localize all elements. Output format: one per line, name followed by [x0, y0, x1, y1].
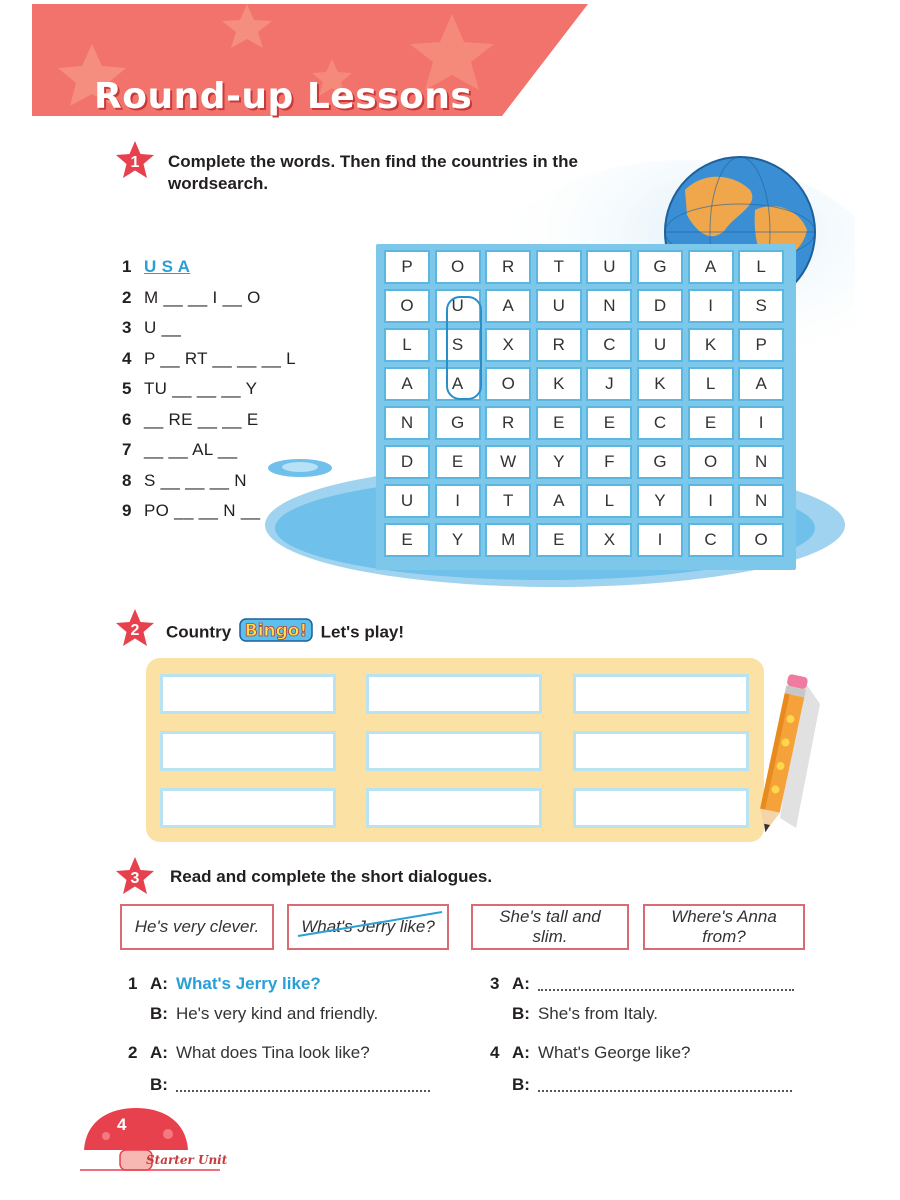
- exercise-number: 2: [130, 621, 140, 639]
- wordsearch-cell[interactable]: F: [586, 445, 632, 479]
- dialogue-4-a: [490, 1042, 691, 1064]
- wordsearch-cell[interactable]: I: [637, 523, 683, 557]
- item-answer: U S A: [144, 257, 191, 277]
- wordsearch-cell[interactable]: I: [738, 406, 784, 440]
- option-text: What's Jerry like?: [301, 917, 435, 936]
- option-text: from?: [702, 927, 746, 946]
- item-number: 5: [122, 379, 132, 399]
- instruction-line: wordsearch.: [168, 174, 269, 193]
- exercise-number: 3: [130, 869, 140, 887]
- wordsearch-cell[interactable]: O: [688, 445, 734, 479]
- wordsearch-cell[interactable]: O: [485, 367, 531, 401]
- wordsearch-cell[interactable]: U: [586, 250, 632, 284]
- list-item: [122, 283, 296, 314]
- item-word[interactable]: M __ __ I __ O: [144, 287, 261, 307]
- bingo-cell[interactable]: [160, 731, 336, 771]
- speaker-label: B:: [512, 1004, 530, 1023]
- wordsearch-cell[interactable]: O: [384, 289, 430, 323]
- wordsearch-cell[interactable]: C: [637, 406, 683, 440]
- speaker-label: A:: [512, 974, 530, 993]
- list-item: [122, 313, 296, 344]
- option-text: She's tall and: [499, 907, 601, 926]
- wordsearch-cell[interactable]: D: [637, 289, 683, 323]
- bingo-cell[interactable]: [573, 788, 749, 828]
- wordsearch-cell[interactable]: X: [485, 328, 531, 362]
- answer-blank[interactable]: [538, 979, 794, 991]
- wordsearch-cell[interactable]: T: [536, 250, 582, 284]
- item-number: 9: [122, 501, 132, 521]
- wordsearch-cell[interactable]: U: [536, 289, 582, 323]
- item-number: 1: [122, 257, 132, 277]
- dialogue-answer: What's Jerry like?: [175, 974, 321, 993]
- answer-blank[interactable]: [176, 1080, 430, 1092]
- wordsearch-cell[interactable]: G: [435, 406, 481, 440]
- wordsearch-cell[interactable]: A: [536, 484, 582, 518]
- list-item: [122, 435, 296, 466]
- list-item: [122, 496, 296, 527]
- wordsearch-cell[interactable]: R: [536, 328, 582, 362]
- pencil-icon: [758, 668, 828, 840]
- wordsearch-cell[interactable]: O: [435, 250, 481, 284]
- dialogue-1-b: [150, 1003, 378, 1025]
- dialogue-number: 1: [128, 974, 138, 993]
- item-number: 2: [122, 287, 132, 307]
- exercise-2-star-badge: [114, 608, 156, 650]
- wordsearch-cell[interactable]: D: [384, 445, 430, 479]
- option-box: [643, 904, 805, 950]
- speaker-label: A:: [150, 974, 168, 993]
- option-text: Where's Anna: [671, 907, 777, 926]
- wordsearch-cell[interactable]: X: [586, 523, 632, 557]
- bingo-logo: [239, 617, 313, 649]
- instruction-text: Country: [166, 622, 232, 642]
- item-word[interactable]: PO __ __ N __: [144, 501, 261, 521]
- wordsearch-cell[interactable]: U: [384, 484, 430, 518]
- wordsearch-cell[interactable]: M: [485, 523, 531, 557]
- speaker-label: B:: [150, 1004, 168, 1023]
- item-number: 6: [122, 409, 132, 429]
- speaker-label: B:: [150, 1075, 168, 1094]
- item-word[interactable]: P __ RT __ __ __ L: [144, 348, 296, 368]
- wordsearch-cell[interactable]: N: [384, 406, 430, 440]
- wordsearch-cell[interactable]: A: [384, 367, 430, 401]
- exercise-3-star-badge: [114, 856, 156, 898]
- wordsearch-cell[interactable]: L: [688, 367, 734, 401]
- wordsearch-cell[interactable]: A: [485, 289, 531, 323]
- wordsearch-cell[interactable]: I: [688, 484, 734, 518]
- dialogue-number: 3: [490, 974, 500, 993]
- wordsearch-cell[interactable]: A: [688, 250, 734, 284]
- wordsearch-cell[interactable]: C: [688, 523, 734, 557]
- item-word[interactable]: S __ __ __ N: [144, 470, 247, 490]
- dialogue-text: What's George like?: [537, 1043, 691, 1062]
- instruction-line: Complete the words. Then find the countries in the: [168, 152, 578, 171]
- wordsearch-cell[interactable]: J: [586, 367, 632, 401]
- bingo-cell[interactable]: [573, 731, 749, 771]
- dialogue-4-b: [512, 1074, 792, 1096]
- wordsearch-cell[interactable]: K: [536, 367, 582, 401]
- wordsearch-cell[interactable]: G: [637, 250, 683, 284]
- strikethrough-line: [296, 910, 446, 940]
- speaker-label: A:: [512, 1043, 530, 1062]
- option-text: He's very clever.: [134, 917, 260, 936]
- wordsearch-cell[interactable]: T: [485, 484, 531, 518]
- instruction-text: Let's play!: [320, 622, 405, 642]
- option-box: [471, 904, 629, 950]
- wordsearch-cell[interactable]: L: [738, 250, 784, 284]
- option-text: slim.: [532, 927, 568, 946]
- wordsearch-grid: [384, 250, 784, 557]
- list-item: [122, 374, 296, 405]
- wordsearch-cell[interactable]: G: [637, 445, 683, 479]
- option-box: [120, 904, 274, 950]
- wordsearch-cell[interactable]: K: [688, 328, 734, 362]
- list-item: [122, 466, 296, 497]
- word-completion-list: [122, 252, 296, 527]
- wordsearch-cell[interactable]: N: [586, 289, 632, 323]
- wordsearch-cell[interactable]: W: [485, 445, 531, 479]
- wordsearch-answer-circle: [446, 296, 482, 400]
- wordsearch-cell[interactable]: N: [738, 484, 784, 518]
- wordsearch-cell[interactable]: I: [435, 484, 481, 518]
- bingo-logo-text: Bingo!: [244, 621, 308, 641]
- bingo-cell[interactable]: [573, 674, 749, 714]
- dialogue-text: She's from Italy.: [537, 1004, 659, 1023]
- speaker-label: B:: [512, 1075, 530, 1094]
- item-word[interactable]: __ RE __ __ E: [144, 409, 259, 429]
- item-number: 4: [122, 348, 132, 368]
- bingo-cell[interactable]: [160, 674, 336, 714]
- wordsearch-cell[interactable]: C: [586, 328, 632, 362]
- wordsearch-cell[interactable]: U: [435, 289, 481, 323]
- item-number: 3: [122, 318, 132, 338]
- item-word[interactable]: TU __ __ __ Y: [144, 379, 258, 399]
- bingo-cell[interactable]: [366, 731, 542, 771]
- item-number: 7: [122, 440, 132, 460]
- exercise-3-instruction: Read and complete the short dialogues.: [170, 867, 493, 886]
- wordsearch-cell[interactable]: E: [586, 406, 632, 440]
- page-number: 4: [117, 1115, 127, 1134]
- dialogue-text: What does Tina look like?: [175, 1043, 370, 1062]
- wordsearch-cell[interactable]: L: [384, 328, 430, 362]
- wordsearch-cell[interactable]: R: [485, 406, 531, 440]
- bingo-cell[interactable]: [366, 674, 542, 714]
- wordsearch-cell[interactable]: P: [738, 328, 784, 362]
- wordsearch-cell[interactable]: I: [688, 289, 734, 323]
- dialogue-2-b: [150, 1074, 430, 1096]
- wordsearch-cell[interactable]: S: [435, 328, 481, 362]
- dialogue-3-b: [512, 1003, 658, 1025]
- unit-label: Starter Unit: [146, 1153, 228, 1167]
- wordsearch-cell[interactable]: O: [738, 523, 784, 557]
- wordsearch-cell[interactable]: Y: [637, 484, 683, 518]
- dialogue-1-a: [128, 973, 321, 995]
- wordsearch-cell[interactable]: E: [536, 523, 582, 557]
- wordsearch-cell[interactable]: E: [435, 445, 481, 479]
- wordsearch-cell[interactable]: U: [637, 328, 683, 362]
- dialogue-text: He's very kind and friendly.: [175, 1004, 379, 1023]
- list-item: [122, 405, 296, 436]
- wordsearch-cell[interactable]: S: [738, 289, 784, 323]
- exercise-2-instruction: [166, 617, 404, 649]
- exercise-1-star-badge: [114, 140, 156, 182]
- dialogue-3-a: [490, 973, 794, 995]
- wordsearch-cell[interactable]: E: [384, 523, 430, 557]
- dialogue-2-a: [128, 1042, 370, 1064]
- bingo-cell[interactable]: [366, 788, 542, 828]
- list-item: [122, 344, 296, 375]
- wordsearch-cell[interactable]: Y: [435, 523, 481, 557]
- page-title: Round-up Lessons: [94, 76, 473, 117]
- wordsearch-cell[interactable]: A: [738, 367, 784, 401]
- list-item: [122, 252, 296, 283]
- item-word[interactable]: U __: [144, 318, 182, 338]
- wordsearch-cell[interactable]: R: [485, 250, 531, 284]
- item-number: 8: [122, 470, 132, 490]
- dialogue-number: 2: [128, 1043, 138, 1062]
- wordsearch-cell[interactable]: L: [586, 484, 632, 518]
- bingo-cell[interactable]: [160, 788, 336, 828]
- wordsearch-cell[interactable]: K: [637, 367, 683, 401]
- answer-blank[interactable]: [538, 1080, 792, 1092]
- wordsearch-cell[interactable]: Y: [536, 445, 582, 479]
- wordsearch-cell[interactable]: E: [536, 406, 582, 440]
- item-word[interactable]: __ __ AL __: [144, 440, 238, 460]
- wordsearch-cell[interactable]: A: [435, 367, 481, 401]
- speaker-label: A:: [150, 1043, 168, 1062]
- exercise-number: 1: [130, 153, 140, 171]
- dialogue-number: 4: [490, 1043, 500, 1062]
- wordsearch-cell[interactable]: P: [384, 250, 430, 284]
- wordsearch-cell[interactable]: N: [738, 445, 784, 479]
- wordsearch-cell[interactable]: E: [688, 406, 734, 440]
